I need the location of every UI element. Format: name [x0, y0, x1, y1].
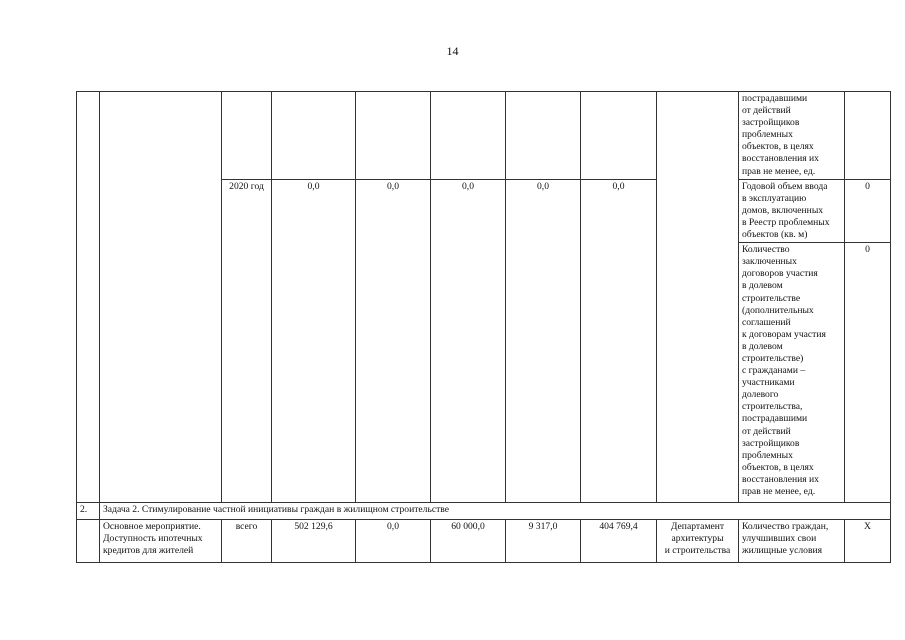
text-line: в долевом [742, 340, 783, 352]
indicator-citizens-text [739, 520, 845, 563]
cell-value-empty-2 [356, 92, 431, 180]
value-local: 9 317,0 [506, 520, 581, 563]
value-local: 0,0 [506, 179, 581, 502]
cell-value-empty-3 [431, 92, 506, 180]
text-line: прав не менее, ед. [742, 486, 816, 497]
text-line: Доступность ипотечных [103, 533, 203, 545]
text-line: кредитов для жителей [103, 545, 194, 557]
value-total: 502 129,6 [272, 520, 356, 563]
text-line: от действий [742, 105, 791, 117]
text-line: прав не менее, ед. [742, 165, 816, 177]
text-line: договоров участия [742, 268, 818, 280]
period-total: всего [222, 520, 272, 563]
task-number: 2. [77, 503, 100, 520]
table-row-main-event [77, 520, 891, 563]
text-line: Количество [742, 244, 790, 256]
cell-number-empty [77, 520, 100, 563]
value-federal: 0,0 [356, 520, 431, 563]
target-value: Х [845, 520, 891, 563]
text-line: Департамент [670, 521, 725, 533]
text-line: домов, включенных [742, 204, 824, 216]
text-line: заключенных [742, 256, 797, 268]
text-line: восстановления их [742, 473, 819, 485]
text-line: застройщиков [742, 117, 800, 129]
text-line: объектов, в целях [742, 141, 814, 153]
text-line: объектов (кв. м) [742, 229, 808, 241]
value-regional: 0,0 [431, 179, 506, 502]
indicator-top-text [739, 92, 845, 180]
text-line: Годовой объем ввода [742, 180, 828, 192]
text-line: объектов, в целях [742, 461, 814, 473]
text-line: в долевом [742, 280, 783, 292]
indicator-contracts-text [739, 243, 845, 503]
value-other: 404 769,4 [581, 520, 657, 563]
cell-executor [657, 92, 739, 503]
value-other: 0,0 [581, 179, 657, 502]
text-line: с гражданами – [742, 365, 806, 377]
task-title: Задача 2. Стимулирование частной инициативы граждан в жилищном строительстве [100, 503, 891, 520]
cell-number [77, 92, 100, 503]
value-regional: 60 000,0 [431, 520, 506, 563]
text-line: проблемных [742, 449, 793, 461]
text-line: пострадавшими [742, 413, 808, 425]
main-event-text [100, 520, 222, 563]
text-line: и строительства [664, 545, 731, 557]
text-line: строительстве [742, 292, 801, 304]
indicator-area-value: 0 [845, 179, 891, 242]
text-line: застройщиков [742, 437, 800, 449]
text-line: улучшивших свои [742, 533, 817, 545]
text-line: соглашений [742, 316, 791, 328]
text-line: к договорам участия [742, 328, 826, 340]
text-line: Основное мероприятие. [103, 521, 201, 533]
year-2020: 2020 год [222, 179, 272, 502]
text-line: Количество граждан, [742, 521, 829, 533]
page-number: 14 [446, 44, 459, 58]
text-line: в эксплуатацию [742, 192, 807, 204]
cell-value-empty-4 [506, 92, 581, 180]
indicator-area-text [739, 179, 845, 242]
text-line: долевого [742, 389, 779, 401]
text-line: строительстве) [742, 352, 804, 364]
cell-value-empty-1 [272, 92, 356, 180]
cell-event [100, 92, 222, 503]
text-line: проблемных [742, 129, 793, 141]
text-line: восстановления их [742, 153, 819, 165]
cell-value-empty-5 [581, 92, 657, 180]
text-line: строительства, [742, 401, 803, 413]
task-row [77, 503, 891, 520]
program-table [76, 91, 891, 563]
value-federal: 0,0 [356, 179, 431, 502]
text-line: архитектуры [671, 533, 724, 545]
text-line: участниками [742, 377, 795, 389]
text-line: от действий [742, 425, 791, 437]
text-line: жилищные условия [742, 545, 823, 557]
text-line: в Реестр проблемных [742, 216, 830, 228]
indicator-contracts-value: 0 [845, 243, 891, 503]
cell-period-empty [222, 92, 272, 180]
text-line: (дополнительных [742, 304, 814, 316]
table-row-top [77, 92, 891, 180]
executor-text [657, 520, 739, 563]
text-line: пострадавшими [742, 93, 808, 104]
indicator-top-value [845, 92, 891, 180]
value-total: 0,0 [272, 179, 356, 502]
